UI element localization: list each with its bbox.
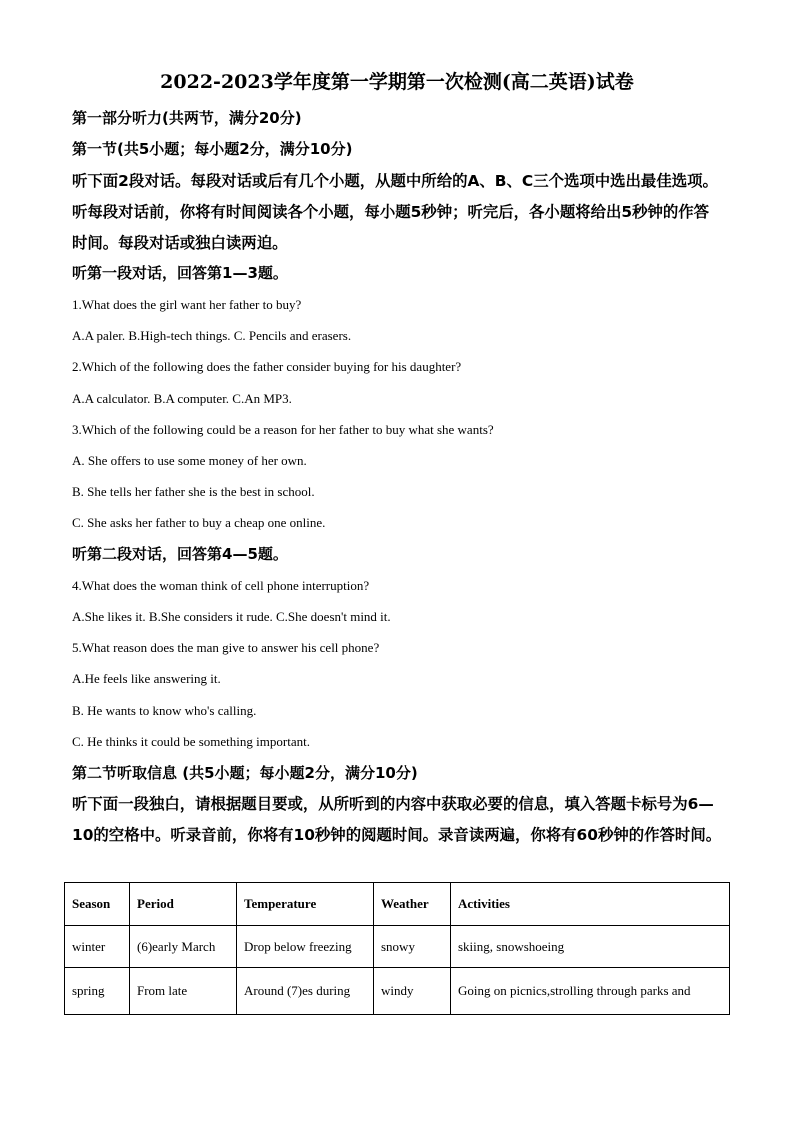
question-1: 1.What does the girl want her father to buy?	[72, 297, 302, 312]
instructions-paragraph: 听下面2段对话。每段对话或后有几个小题，从题中所给的A、B、C三个选项中选出最佳选项。听每段对话前，你将有时间阅读各个小题，每小题5秒钟；听完后，各小题将给出5秒钟的作答时间。每段对话或独白读两迫。	[72, 172, 718, 252]
table-cell: spring	[65, 968, 130, 1015]
question-3-option-a: A. She offers to use some money of her own.	[72, 453, 307, 468]
question-1-options: A.A paler. B.High-tech things. C. Pencils and erasers.	[72, 328, 352, 343]
question-4: 4.What does the woman think of cell phone interruption?	[72, 578, 370, 593]
instructions-paragraph: 听下面一段独白，请根据题目要或，从所听到的内容中获取必要的信息，填入答题卡标号为6—10的空格中。听录音前，你将有10秒钟的阅题时间。录音读两遍，你将有60秒钟的作答时间。	[72, 795, 722, 844]
table-cell: Around (7)es during	[237, 968, 374, 1015]
question-2: 2.Which of the following does the father consider buying for his daughter?	[72, 359, 462, 374]
table-header-row	[65, 883, 730, 926]
table-row	[65, 926, 730, 968]
question-2-options: A.A calculator. B.A computer. C.An MP3.	[72, 391, 292, 406]
table-cell: skiing, snowshoeing	[451, 926, 730, 968]
table-cell: (6)early March	[130, 926, 237, 968]
info-table	[64, 882, 730, 1015]
table-cell: winter	[65, 926, 130, 968]
dialogue-heading: 听第一段对话，回答第1—3题。	[72, 264, 288, 282]
table-row	[65, 968, 730, 1015]
table-cell: Drop below freezing	[237, 926, 374, 968]
column-header: Weather	[374, 883, 451, 926]
question-3-option-b: B. She tells her father she is the best in school.	[72, 484, 315, 499]
question-3: 3.Which of the following could be a reason for her father to buy what she wants?	[72, 422, 494, 437]
section-heading: 第二节听取信息 (共5小题；每小题2分，满分10分)	[72, 764, 418, 782]
question-4-options: A.She likes it. B.She considers it rude. C.She doesn't mind it.	[72, 609, 391, 624]
question-3-option-c: C. She asks her father to buy a cheap one online.	[72, 515, 326, 530]
question-5-option-b: B. He wants to know who's calling.	[72, 703, 257, 718]
question-5-option-c: C. He thinks it could be something important.	[72, 734, 310, 749]
part-heading: 第一部分听力(共两节，满分20分)	[72, 109, 302, 127]
table-cell: windy	[374, 968, 451, 1015]
table-cell: Going on picnics,strolling through parks and	[451, 968, 730, 1015]
section-heading: 第一节(共5小题；每小题2分，满分10分)	[72, 140, 353, 158]
table-cell: From late	[130, 968, 237, 1015]
page-title: 2022-2023学年度第一学期第一次检测(高二英语)试卷	[160, 71, 634, 93]
column-header: Season	[65, 883, 130, 926]
dialogue-heading: 听第二段对话，回答第4—5题。	[72, 545, 288, 563]
question-5-option-a: A.He feels like answering it.	[72, 671, 221, 686]
column-header: Temperature	[237, 883, 374, 926]
table-cell: snowy	[374, 926, 451, 968]
column-header: Activities	[451, 883, 730, 926]
question-5: 5.What reason does the man give to answer his cell phone?	[72, 640, 380, 655]
column-header: Period	[130, 883, 237, 926]
